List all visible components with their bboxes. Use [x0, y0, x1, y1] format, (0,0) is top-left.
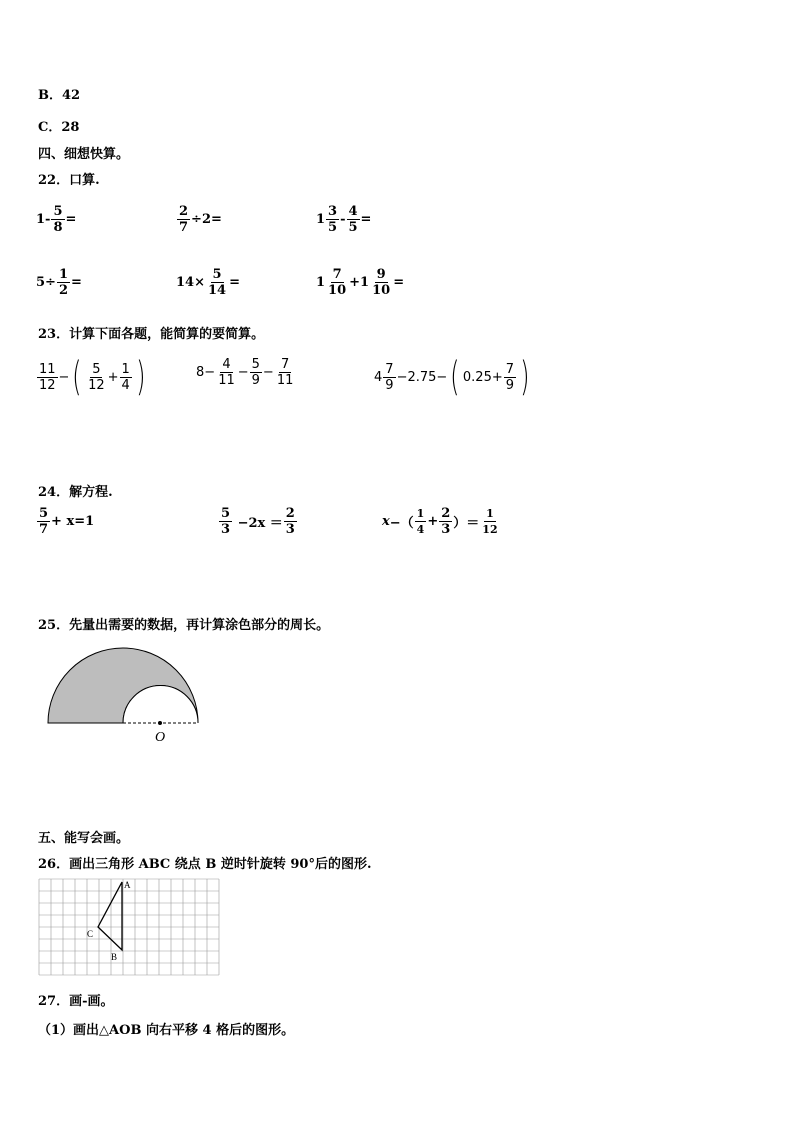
- q22-item-3-num2: 4: [348, 204, 358, 219]
- q24-e1-den: 7: [39, 522, 49, 537]
- q27-sub-1: （1）画出△AOB 向右平移 4 格后的图形。: [38, 1023, 295, 1038]
- q24-e3-num1: 1: [416, 507, 425, 520]
- q22-item-2-tail: ÷2=: [191, 212, 222, 227]
- q24-eq-3: [382, 506, 501, 537]
- q22-item-3: [316, 204, 371, 235]
- q22-item-6-den2: 10: [372, 283, 391, 298]
- q22-item-5-den: 14: [208, 283, 227, 298]
- section-five-title: 五、能写会画。: [38, 831, 130, 846]
- q23-expr-3: [374, 354, 533, 400]
- q22-item-6: [316, 267, 404, 298]
- q23-title: 23．计算下面各题，能简算的要简算。: [38, 327, 265, 342]
- label-b: B: [111, 952, 118, 962]
- q24-e2-den1: 3: [221, 522, 231, 537]
- q22-item-6-tail: =: [393, 275, 405, 290]
- q22-item-3-den2: 5: [348, 220, 358, 235]
- q22-item-5-tail: =: [229, 275, 240, 290]
- left-paren: (: [450, 354, 460, 400]
- q22-item-4-op: ÷: [45, 275, 56, 290]
- q23-e1-op1: −: [58, 369, 70, 385]
- label-c: C: [87, 929, 94, 939]
- q23-e2-op3: −: [262, 365, 274, 380]
- q24-e3-den2: 3: [441, 522, 451, 537]
- section-four-title: 四、细想快算。: [38, 147, 130, 162]
- q23-e1-den3: 4: [121, 377, 130, 393]
- q23-e3-inner: 0.25+: [462, 369, 503, 385]
- q22-item-1: [36, 204, 76, 235]
- q23-e2-den1: 11: [218, 373, 235, 388]
- q23-e1-den2: 12: [88, 377, 105, 393]
- q23-e3-den2: 9: [505, 377, 515, 393]
- q22-item-3-tail: =: [360, 212, 372, 227]
- q24-e3-pre: −（: [389, 516, 414, 531]
- q24-e3-den1: 4: [416, 523, 425, 536]
- q22-item-1-tail: =: [65, 212, 77, 227]
- q23-e3-num2: 7: [505, 361, 515, 377]
- q24-e2-mid: −2x ＝: [233, 516, 283, 531]
- q22-item-3-op: -: [340, 212, 346, 227]
- q22-item-6-num1: 7: [332, 267, 342, 282]
- q23-e2-num1: 4: [222, 357, 231, 372]
- q22-item-5-whole: 14: [176, 275, 195, 290]
- q23-e1-op2: +: [107, 369, 119, 385]
- q23-e2-op2: −: [237, 365, 249, 380]
- q24-e3-den3: 12: [482, 523, 498, 536]
- q23-e2-op1: −: [204, 365, 216, 380]
- q22-item-4-tail: =: [71, 275, 82, 290]
- q24-e2-num1: 5: [221, 506, 231, 521]
- q24-eq-1: [36, 506, 94, 537]
- q22-item-2-den: 7: [179, 220, 189, 235]
- q24-title: 24．解方程.: [38, 485, 113, 500]
- q24-e1-num: 5: [39, 506, 49, 521]
- q24-e3-num2: 2: [441, 506, 451, 521]
- q24-eq-2: [218, 506, 298, 537]
- q22-item-4-whole: 5: [36, 275, 46, 290]
- q23-e1-num3: 1: [121, 361, 130, 377]
- right-paren: ): [520, 354, 530, 400]
- right-paren: ): [135, 354, 146, 400]
- q24-e3-post: ）＝: [453, 516, 480, 531]
- q26-title: 26．画出三角形 ABC 绕点 B 逆时针旋转 90°后的图形.: [38, 857, 372, 872]
- q22-item-4: [36, 267, 82, 298]
- grid-lines: [39, 879, 219, 975]
- q24-e2-num2: 2: [285, 506, 295, 521]
- q22-item-1-op: -: [45, 212, 51, 227]
- q23-e3-whole: 4: [374, 369, 383, 385]
- q22-item-5-op: ×: [194, 275, 205, 290]
- semicircle-figure: [40, 645, 210, 745]
- q22-item-1-den: 8: [53, 220, 63, 235]
- q22-item-4-num: 1: [58, 267, 68, 282]
- option-c: C．28: [38, 120, 80, 135]
- q23-e3-num1: 7: [385, 361, 394, 377]
- q23-expr-2: [196, 357, 296, 388]
- q25-title: 25．先量出需要的数据，再计算涂色部分的周长。: [38, 618, 330, 633]
- q24-e3-x: x: [382, 514, 390, 529]
- triangle-abc: [98, 882, 122, 950]
- q23-e2-whole: 8: [196, 365, 205, 380]
- q23-e2-num2: 5: [251, 357, 260, 372]
- q27-title: 27．画-画。: [38, 994, 114, 1009]
- q23-e3-den1: 9: [385, 377, 394, 393]
- q22-title: 22．口算.: [38, 173, 100, 188]
- q23-e2-den2: 9: [251, 373, 260, 388]
- option-b: B．42: [38, 88, 81, 103]
- q22-item-3-num1: 3: [328, 204, 338, 219]
- q23-e1-num1: 11: [39, 361, 56, 377]
- left-paren: (: [72, 354, 82, 400]
- grid-figure: [38, 878, 220, 976]
- q22-item-6-den1: 10: [328, 283, 347, 298]
- q24-e2-den2: 3: [285, 522, 295, 537]
- q22-item-6-num2: 9: [376, 267, 386, 282]
- q23-e1-den1: 12: [39, 377, 56, 393]
- q24-e3-plus: +: [427, 514, 439, 529]
- q22-item-5: [176, 267, 240, 298]
- q22-item-4-den: 2: [58, 283, 68, 298]
- q22-item-2: [176, 204, 222, 235]
- center-point: [158, 721, 162, 725]
- q22-item-1-num: 5: [53, 204, 63, 219]
- q22-item-1-whole: 1: [36, 212, 46, 227]
- q23-e2-den3: 11: [276, 373, 294, 388]
- q22-item-6-whole: 1: [316, 275, 326, 290]
- q24-e1-rest: + x=1: [51, 514, 95, 529]
- q22-item-3-whole: 1: [316, 212, 326, 227]
- q22-item-5-num: 5: [212, 267, 222, 282]
- q23-e3-mid: −2.75−: [396, 369, 448, 385]
- q23-e2-num3: 7: [280, 357, 290, 372]
- q23-expr-1: [36, 354, 148, 400]
- q22-item-6-op: +1: [349, 275, 370, 290]
- label-a: A: [124, 880, 131, 890]
- label-o: O: [155, 730, 166, 745]
- q23-e1-num2: 5: [92, 361, 101, 377]
- q22-item-3-den1: 5: [328, 220, 338, 235]
- q24-e3-num3: 1: [486, 507, 494, 520]
- q22-item-2-num: 2: [179, 204, 189, 219]
